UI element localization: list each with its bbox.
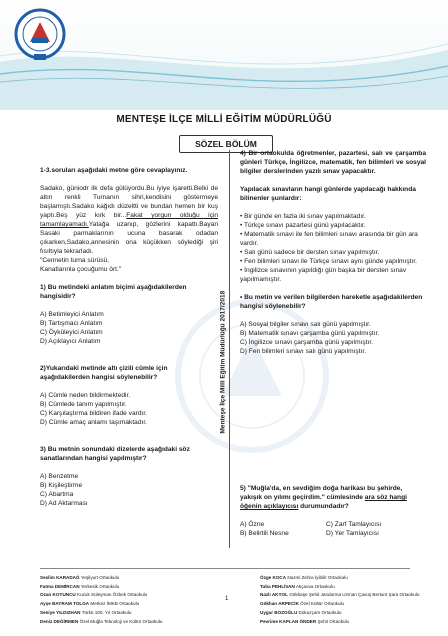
option[interactable]: D) Açıklayıcı Anlatım bbox=[40, 338, 101, 345]
option[interactable]: D) Yer Tamlayıcısı bbox=[326, 530, 380, 537]
option[interactable]: A) Sosyal bilgiler sınavı salı günü yapılmıştır. bbox=[240, 321, 371, 328]
question-5-underlined: ara söz hangi öğenin açıklayıcısı bbox=[240, 494, 407, 510]
left-column bbox=[40, 166, 218, 508]
option[interactable]: A) Cümle neden bildirmektedir. bbox=[40, 392, 131, 399]
credit-line: Seniye YILDIZHAN Türkü 100. Yıl Ortaokulu bbox=[40, 609, 132, 615]
passage-part-a: Sadako, güniodr ilk defa gülüyordu.Bu iyiye işaretti.Belki de altın renkli Turnanın sihri,kendisini göstermeye başlamıştı.Sadako kağıdı düzeltti ve bundan hemen bir kuş yaptı.Beş yüz kırk bir... bbox=[40, 185, 218, 219]
credit-line: Özge KOCA Nazmi Zehra İyibilir Ortaokulu bbox=[260, 575, 348, 580]
option[interactable]: B) Belirtili Nesne bbox=[240, 530, 289, 537]
question-4: 4) Bir ortaokulda öğretmenler, pazartesi, salı ve çarşamba günleri Türkçe, İngilizce, matematik, fen bilimleri ve sosyal bilgiler derslerinden yazılı sınav yapacaktır. bbox=[240, 150, 426, 175]
credit-line: Nazlı AKYOL Gökbaşe Şehit Jandarma Uzman Çavuş Bertunt Şara Ortaokulu bbox=[260, 592, 420, 598]
question-2-options bbox=[40, 391, 218, 427]
option[interactable]: B) Cümlede tanım yapılmıştır. bbox=[40, 401, 127, 408]
credit-line: Ozan KOYUNCU Kuzuk Süleyman Özbek Ortaokulu bbox=[40, 592, 148, 598]
credit-line: Gökhan ARPECİK Özel Kültür Ortaokulu bbox=[260, 601, 345, 607]
question-1: 1) Bu metindeki anlatım biçimi aşağıdakilerden hangisidir? bbox=[40, 284, 187, 300]
bullet-item: • Salı günü sadece bir dersten sınav yapılmıştır. bbox=[240, 249, 380, 256]
option[interactable]: B) Matematik sınavı çarşamba günü yapılmıştır. bbox=[240, 330, 380, 337]
bullet-item: • Fen bilimleri sınavı ile Türkçe sınavı aynı günde yapılmıştır. bbox=[240, 258, 417, 265]
option[interactable]: D) Fen bilimleri sınavı salı günü yapılmıştır. bbox=[240, 348, 367, 355]
bullet-item: • Matematik sınavı ile fen bilimleri sınavı arasında bir gün ara vardır. bbox=[240, 231, 418, 247]
bullet-item: • İngilizce sınavının yapıldığı gün başka bir dersten sınav yapılmamıştır. bbox=[240, 267, 407, 283]
option[interactable]: B) Tartışmacı Anlatım bbox=[40, 320, 103, 327]
question-4-subheading: Yapılacak sınavların hangi günlerde yapılacağı hakkında bilinenler şunlardır: bbox=[240, 186, 416, 202]
question-5-part-b: durumundadır? bbox=[298, 503, 349, 510]
credit-line: Ayşe BAYRAM TOLGA Merkez İMKB Ortaokulu bbox=[40, 601, 140, 607]
question-5-part-a: 5) "Muğla'da, en sevdiğim doğa harikası bu şehirde, yakışık on yılımı geçirdim." cümlesinde bbox=[240, 485, 403, 501]
passage-part-b: Yatağa uzanıp, gözlerini kapattı.Bayan Sasaki parmaklarının ucuna basarak odadan çıkarken,Sadako,annesinin ona küçükken söylediği şiri fısıltıyla tekrarladı. bbox=[40, 221, 218, 255]
passage-underlined-sentence: Fakat yorgun olduğu için tamamlayamadı. bbox=[40, 212, 219, 228]
question-3-options bbox=[40, 472, 218, 508]
column-divider bbox=[229, 150, 230, 548]
option[interactable]: C) Öyküleyici Anlatım bbox=[40, 329, 103, 336]
question-5-options bbox=[240, 520, 426, 538]
option[interactable]: A) Özne bbox=[240, 521, 265, 528]
question-4-bullets bbox=[240, 212, 426, 284]
page-header bbox=[0, 0, 448, 110]
option[interactable]: B) Kişileştirme bbox=[40, 482, 83, 489]
poem-line-2: Kanatlarınla çocuğumu ört." bbox=[40, 266, 122, 273]
option[interactable]: A) Benzetme bbox=[40, 473, 79, 480]
option[interactable]: D) Ad Aktarması bbox=[40, 500, 88, 507]
question-2: 2)Yukarıdaki metinde altı çizili cümle için aşağıdakilerden hangisi söylenebilir? bbox=[40, 365, 168, 381]
right-column bbox=[240, 149, 426, 538]
option[interactable]: C) Abartma bbox=[40, 491, 74, 498]
credit-line: Deniz DEĞİRMEN Özel Muğla Teknoloji ve Kültür Ortaokulu bbox=[40, 618, 163, 624]
question-3: 3) Bu metnin sonundaki dizelerde aşağıdaki söz sanatlarından hangisi yapılmıştır? bbox=[40, 446, 190, 462]
credit-line: Seslim KARADAĞ Yeşilyurt Ortaokulu bbox=[40, 575, 120, 580]
question-4-prompt: • Bu metin ve verilen bilgilerden hareketle aşağıdakilerden hangisi söylenebilir? bbox=[240, 294, 423, 310]
option[interactable]: D) Cümle amaç anlamı taşımaktadır. bbox=[40, 419, 147, 426]
meb-logo-icon bbox=[14, 8, 66, 62]
page-title: MENTEŞE İLÇE MİLLİ EĞİTİM MÜDÜRLÜĞÜ bbox=[116, 114, 332, 125]
option[interactable]: C) Zarf Tamlayıcısı bbox=[326, 521, 382, 528]
footer-divider bbox=[40, 568, 410, 569]
page-number: 1 bbox=[225, 596, 229, 602]
intro-instruction: 1-3.soruları aşağıdaki metne göre cevaplayınız. bbox=[40, 167, 188, 174]
question-1-options bbox=[40, 310, 218, 346]
question-4-options bbox=[240, 320, 426, 356]
section-label: SÖZEL BÖLÜM bbox=[179, 135, 273, 153]
header-wave-decoration bbox=[0, 0, 448, 110]
question-5 bbox=[240, 484, 426, 511]
bullet-item: • Bir günde en fazla iki sınav yapılmaktadır. bbox=[240, 213, 366, 220]
footer-credits-left bbox=[40, 574, 230, 626]
credit-line: Tuba PEHLİVAN Akçaova Ortaokulu bbox=[260, 583, 335, 589]
option[interactable]: C) Karşılaştırma bildiren ifade vardır. bbox=[40, 410, 148, 417]
credit-line: Fatma DEMİRCAN Yerkesik Ortaokulu bbox=[40, 583, 120, 589]
option[interactable]: A) Betimleyici Anlatım bbox=[40, 311, 104, 318]
footer-credits-right bbox=[260, 574, 430, 626]
credit-line: Uygar BOZOĞLU Dokuzçam Ortaokulu bbox=[260, 609, 342, 615]
credit-line: Pevrime KAPLAN ÖNDER Şehit Ortaokulu bbox=[260, 618, 350, 624]
option[interactable]: C) İngilizce sınavı çarşamba günü yapılmıştır. bbox=[240, 339, 374, 346]
side-label: Menteşe İlçe Milli Eğitim Müdürlüğü 2017/2018 bbox=[219, 290, 227, 434]
bullet-item: • Türkçe sınavı pazartesi günü yapılacaktır. bbox=[240, 222, 366, 229]
reading-passage bbox=[40, 184, 218, 256]
poem-line-1: "Cennetin turna sürüsü, bbox=[40, 257, 110, 264]
